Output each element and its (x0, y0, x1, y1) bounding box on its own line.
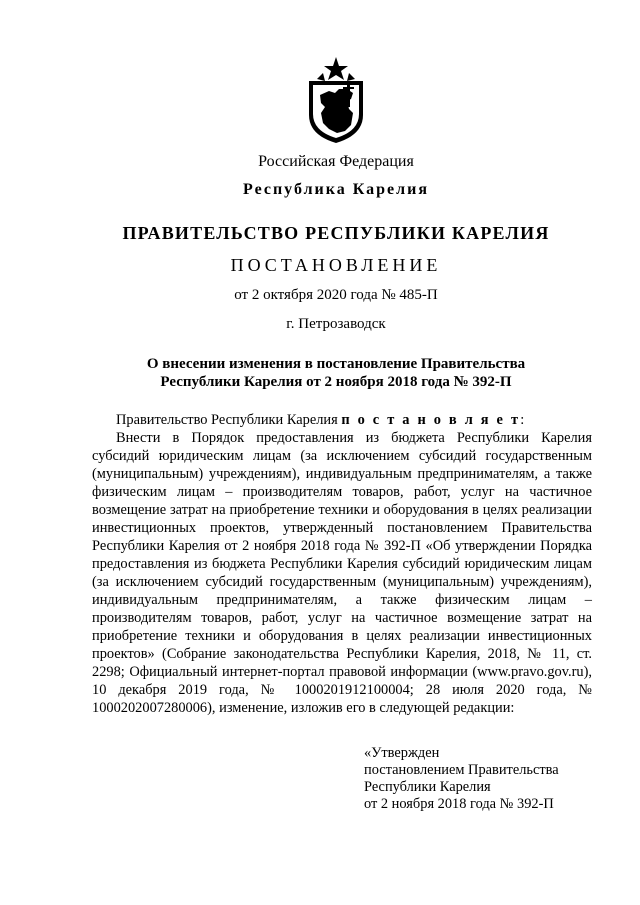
decrees-word: п о с т а н о в л я е т (341, 412, 521, 428)
date-number-line: от 2 октября 2020 года № 485-П (234, 287, 438, 303)
republic-name: Республика Карелия (243, 181, 429, 198)
intro-text: Правительство Республики Карелия (116, 412, 342, 428)
main-paragraph: Внести в Порядок предоставления из бюджета Республики Карелия субсидий юридическим лицам (за исключением субсидий государственным (муниципальным) учреждениям), индивидуальным предпринимателям, а также физическим лицам – производителям товаров, работ, услуг на частичное возмещение затрат на приобретение техники и оборудования в целях реализации инвестиционных проектов, утвержденный постановлением Правительства Республики Карелия от 2 ноября 2018 года № 392-П «Об утверждении Порядка предоставления из бюджета Республики Карелия субсидий юридическим лицам (за исключением субсидий государственным (муниципальным) учреждениям), индивидуальным предпринимателям, а также физическим лицам – производителям товаров, работ, услуг на частичное возмещение затрат на приобретение техники и оборудования в целях реализации инвестиционных проектов» (Собрание законодательства Республики Карелия, 2018, № 11, ст. 2298; Официальный интернет-портал правовой информации (www.pravo.gov.ru), 10 декабря 2019 года, № 1000201912100004; 28 июля 2020 года, № 1000202007280006), изменение, изложив его в следующей редакции: (92, 430, 592, 716)
approval-line: Республики Карелия (364, 779, 491, 795)
government-title: ПРАВИТЕЛЬСТВО РЕСПУБЛИКИ КАРЕЛИЯ (122, 223, 550, 243)
approval-line: от 2 ноября 2018 года № 392-П (364, 796, 554, 812)
document-type: ПОСТАНОВЛЕНИЕ (230, 255, 442, 275)
subject-line: Республики Карелия от 2 ноября 2018 года № 392-П (160, 374, 512, 390)
approval-line: постановлением Правительства (364, 762, 559, 778)
city-line: г. Петрозаводск (286, 316, 386, 332)
intro-colon: : (520, 412, 525, 428)
emblem-of-karelia-icon (303, 55, 369, 145)
country-name: Российская Федерация (258, 153, 414, 170)
intro-paragraph (92, 411, 592, 429)
subject-line: О внесении изменения в постановление Правительства (146, 356, 526, 372)
approval-block (364, 745, 559, 813)
approval-line: «Утвержден (364, 745, 440, 761)
document-subject (0, 355, 640, 391)
document-body (92, 411, 592, 717)
